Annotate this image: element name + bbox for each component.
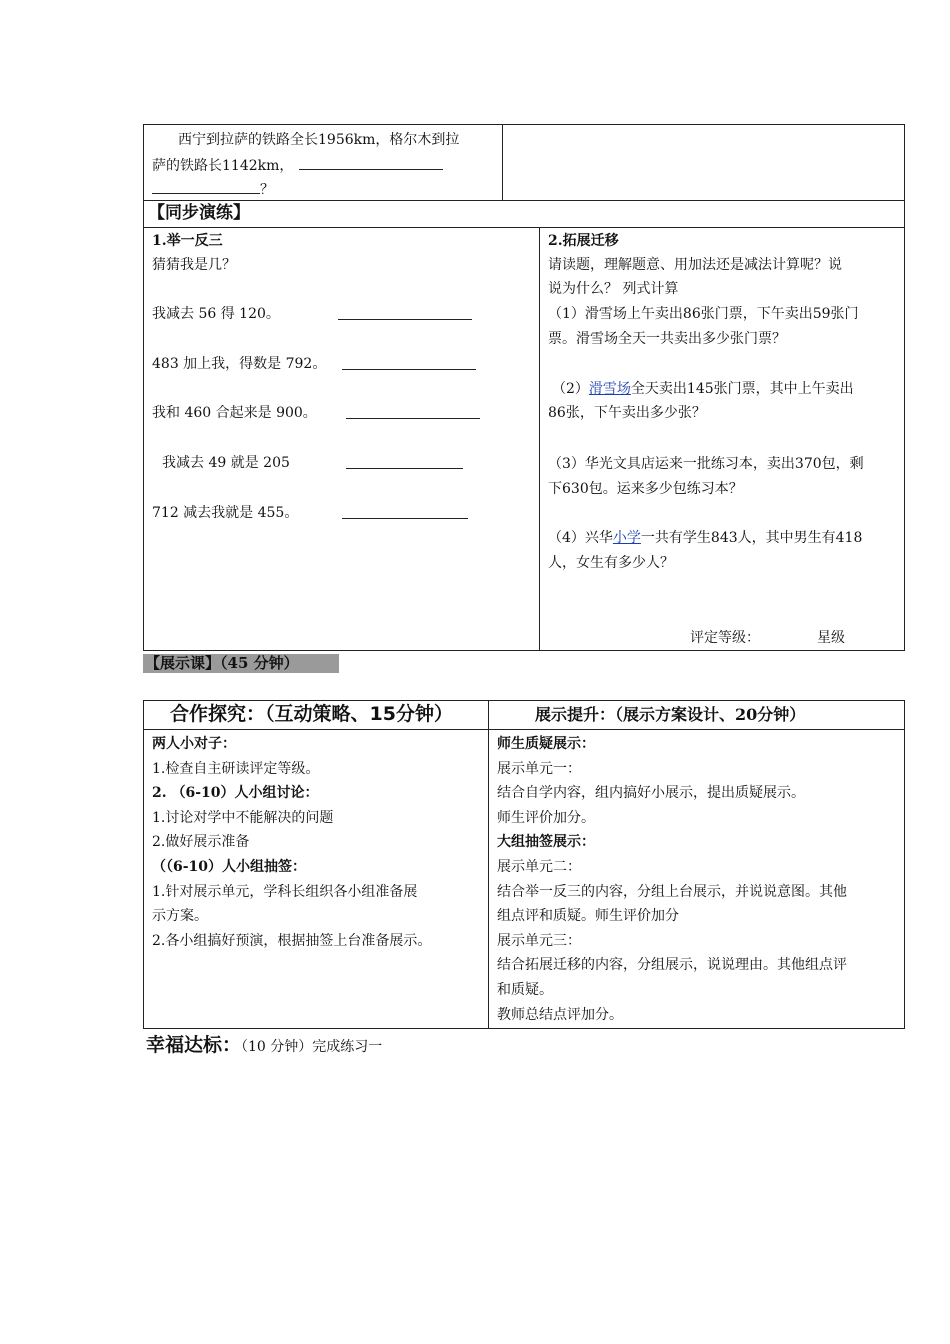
question-4-prefix: （4）兴华 <box>548 530 613 546</box>
problem-line-2-text: 萨的铁路长1142km， <box>152 158 294 174</box>
answer-blank[interactable] <box>299 155 443 170</box>
ski-resort-link[interactable]: 滑雪场 <box>588 381 631 397</box>
happiness-text: （10 分钟）完成练习一 <box>241 1039 383 1055</box>
left-line: 1.检查自主研读评定等级。 <box>152 760 320 777</box>
question-1-line-1: （1）滑雪场上午卖出86张门票，下午卖出59张门 <box>548 306 859 322</box>
right-intro-1: 请读题，理解题意、用加法还是减法计算呢？说 <box>548 257 842 273</box>
answer-blank[interactable] <box>342 504 468 519</box>
left-line: 2.做好展示准备 <box>152 834 250 851</box>
right-line: 师生评价加分。 <box>497 809 595 826</box>
right-line: 大组抽签展示： <box>497 834 595 851</box>
answer-blank[interactable] <box>346 404 480 419</box>
right-line: 和质疑。 <box>497 982 553 998</box>
guess-item-3: 我和 460 合起来是 900。 <box>152 405 317 421</box>
top-table-divider <box>502 124 503 201</box>
right-line: 结合举一反三的内容，分组上台展示，并说说意图。其他 <box>497 883 847 900</box>
left-line: 1.讨论对学中不能解决的问题 <box>152 809 334 826</box>
answer-blank[interactable] <box>152 179 260 194</box>
sync-practice-title-row <box>143 200 905 228</box>
question-2-line-2: 86张，下午卖出多少张？ <box>548 405 706 421</box>
question-2-rest: 全天卖出145张门票，其中上午卖出 <box>630 381 854 397</box>
left-line: 2. （6-10）人小组讨论： <box>152 785 319 802</box>
guess-item-4: 我减去 49 就是 205 <box>162 455 290 471</box>
question-3-line-2: 下630包。运来多少包练习本？ <box>548 481 743 497</box>
answer-blank[interactable] <box>342 355 476 370</box>
sync-practice-title: 【同步演练】 <box>148 203 250 223</box>
sync-practice-divider <box>539 227 540 651</box>
guess-item-2: 483 加上我，得数是 792。 <box>152 356 327 372</box>
question-4-rest: 一共有学生843人，其中男生有418 <box>640 530 863 546</box>
left-line: 2.各小组搞好预演，根据抽签上台准备展示。 <box>152 932 432 949</box>
question-4-line-1 <box>548 529 862 547</box>
happiness-label: 幸福达标： <box>146 1034 242 1056</box>
problem-question-mark: ？ <box>260 182 274 198</box>
right-line: 结合自学内容，组内搞好小展示，提出质疑展示。 <box>497 785 805 802</box>
left-heading: 1.举一反三 <box>152 233 223 249</box>
problem-line-3 <box>152 179 274 199</box>
right-intro-2: 说为什么？ 列式计算 <box>548 281 679 297</box>
right-line: 结合拓展迁移的内容，分组展示，说说理由。其他组点评 <box>497 957 847 974</box>
question-2-line-1 <box>552 380 854 398</box>
left-line: 两人小对子： <box>152 736 236 752</box>
problem-line-2 <box>152 155 443 175</box>
display-improve-header: 展示提升：（展示方案设计、20分钟） <box>535 705 806 724</box>
question-4-line-2: 人，女生有多少人？ <box>548 555 674 571</box>
guess-item-5: 712 减去我就是 455。 <box>152 505 299 521</box>
cooperation-header-divider <box>143 729 905 730</box>
left-line: （（6-10）人小组抽签： <box>152 859 307 875</box>
question-3-line-1: （3）华光文具店运来一批练习本，卖出370包，剩 <box>548 456 864 472</box>
question-1-line-2: 票。滑雪场全天一共卖出多少张门票？ <box>548 331 786 347</box>
right-line: 展示单元三： <box>497 932 581 949</box>
happiness-row <box>146 1034 382 1058</box>
left-intro: 猜猜我是几？ <box>152 257 236 273</box>
rating-label: 评定等级： <box>690 630 760 646</box>
display-class-title: 【展示课】（45 分钟） <box>145 654 299 672</box>
cooperation-header <box>170 704 453 725</box>
left-line: 示方案。 <box>152 908 208 925</box>
cooperation-column-divider <box>488 700 489 1029</box>
answer-blank[interactable] <box>338 305 472 320</box>
right-line: 师生质疑展示： <box>497 736 595 752</box>
question-2-prefix: （2） <box>552 381 589 397</box>
right-line: 组点评和质疑。师生评价加分 <box>497 908 679 925</box>
rating-unit: 星级 <box>817 630 845 646</box>
problem-line-1: 西宁到拉萨的铁路全长1956km，格尔木到拉 <box>178 132 460 148</box>
sync-practice-table <box>143 227 905 651</box>
right-line: 教师总结点评加分。 <box>497 1006 623 1023</box>
answer-blank[interactable] <box>346 454 463 469</box>
right-heading: 2.拓展迁移 <box>548 233 619 249</box>
left-line: 1.针对展示单元，学科长组织各小组准备展 <box>152 883 418 900</box>
cooperation-header-text: 合作探究：（互动策略、15分钟） <box>170 703 453 725</box>
primary-school-link[interactable]: 小学 <box>612 530 641 546</box>
right-line: 展示单元一： <box>497 760 581 777</box>
right-line: 展示单元二： <box>497 859 581 875</box>
guess-item-1: 我减去 56 得 120。 <box>152 306 280 322</box>
